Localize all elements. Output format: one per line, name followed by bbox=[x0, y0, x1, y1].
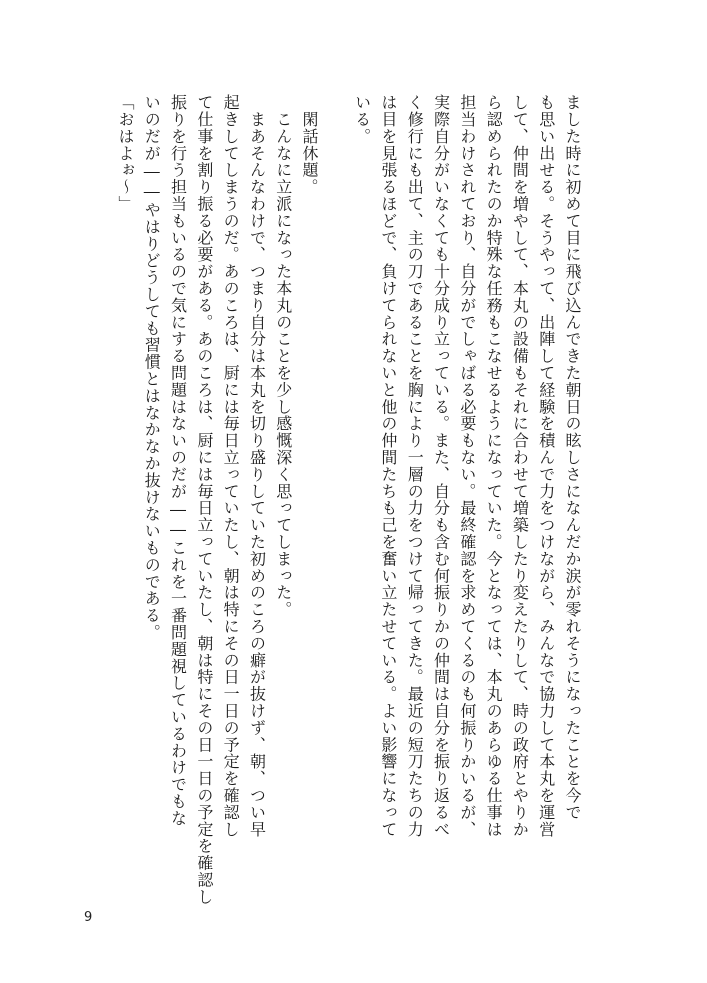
text-line: ら認められたのか特殊な任務もこなせるようになっていた。今となっては、本丸のあらゆる仕事は bbox=[484, 94, 504, 838]
text-line: こんなに立派になった本丸のことを少し感慨深く思ってしまった。 bbox=[273, 94, 293, 618]
text-line: は目を見張るほどで、負けてられないと他の仲間たちも己を奮い立たせている。よい影響になって bbox=[378, 94, 398, 838]
text-line: いる。 bbox=[352, 94, 372, 145]
text-line: 振りを行う担当もいるので気にする問題はないのだが――これを一番問題視しているわけでもな bbox=[168, 94, 188, 827]
text-line: いのだが――やはりどうしても習慣とはなかなか抜けないものである。 bbox=[142, 94, 162, 641]
text-line: 担当わけされており、自分がでしゃばる必要もない。最終確認を求めてくるのも何振りかいるが、 bbox=[457, 94, 477, 838]
vertical-text-body bbox=[112, 94, 585, 904]
dialogue-line: 「おはよぉ～」 bbox=[115, 94, 135, 213]
blank-line bbox=[322, 94, 348, 904]
text-line: まあそんなわけで、つまり自分は本丸を切り盛りしていた初めのころの癖が抜けず、朝、つい早 bbox=[247, 94, 267, 838]
text-line: 実際自分がいなくても十分成り立っている。また、自分も含む何振りかの仲間は自分を振り返るべ bbox=[431, 94, 451, 838]
text-line: ました時に初めて目に飛び込んできた朝日の眩しさになんだか涙が零れそうになったことを今で bbox=[563, 94, 582, 821]
section-break-line: 閑話休題。 bbox=[300, 94, 320, 196]
text-line: も思い出せる。そうやって、出陣して経験を積んで力をつけながら、みんなで協力して本丸を運営 bbox=[536, 94, 556, 838]
text-line: して、仲間を増やして、本丸の設備もそれに合わせて増築したり変えたりして、時の政府とやりか bbox=[510, 94, 530, 838]
page-number: 9 bbox=[84, 910, 93, 925]
text-line: 起きしてしまうのだ。あのころは、厨には毎日立っていたし、朝は特にその日一日の予定を確認し bbox=[221, 94, 241, 838]
text-line: く修行にも出て、主の刀であることを胸により一層の力をつけて帰ってきた。最近の短刀たちの力 bbox=[405, 94, 425, 838]
text-line: て仕事を割り振る必要がある。あのころは、厨には毎日立っていたし、朝は特にその日一日の予定を確認し bbox=[194, 94, 214, 906]
